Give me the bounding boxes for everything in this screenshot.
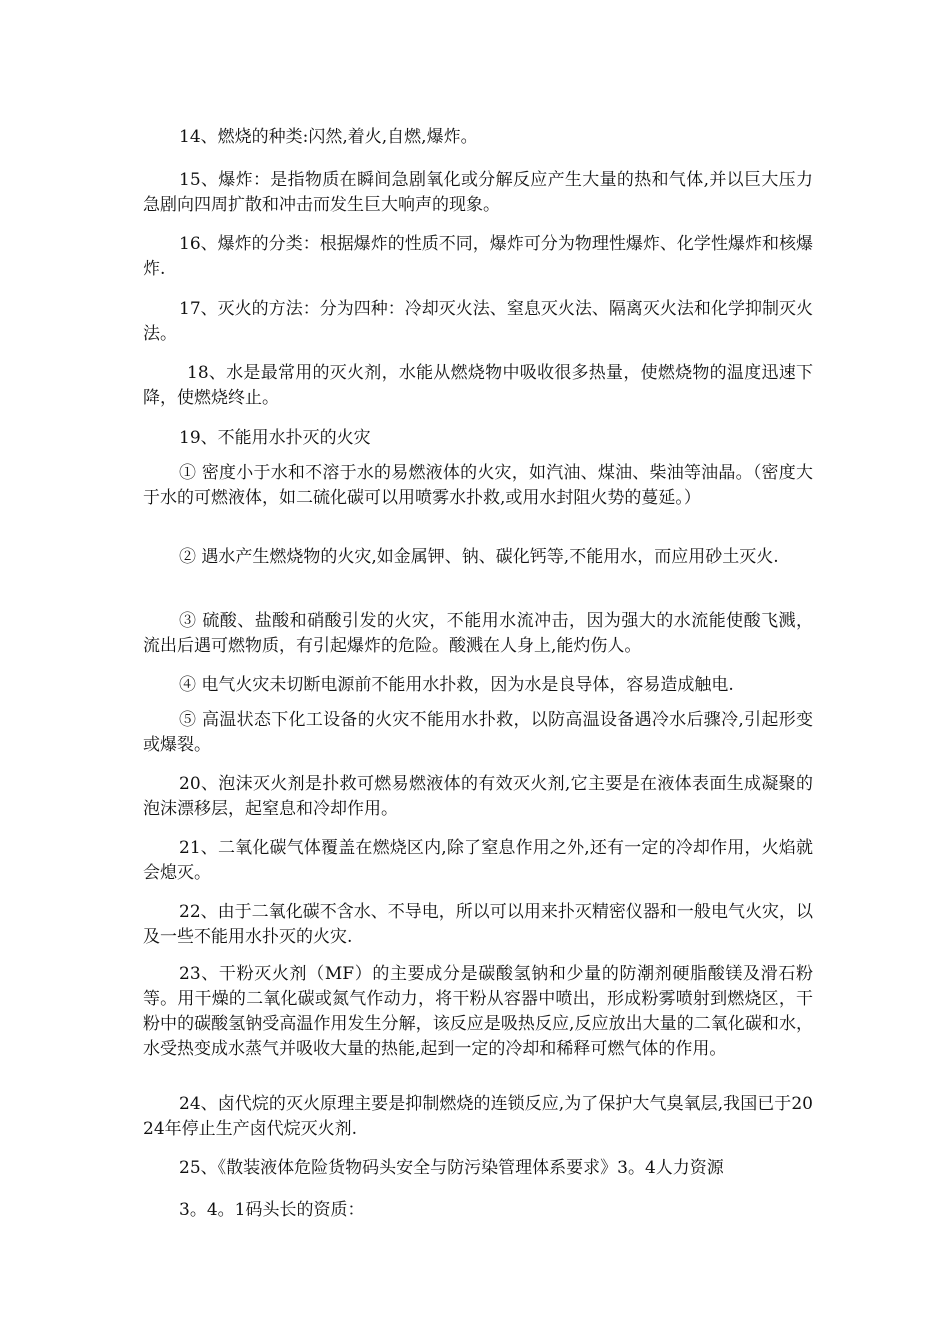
paragraph-24: 24、卤代烷的灭火原理主要是抑制燃烧的连锁反应,为了保护大气臭氧层,我国已于2024年停止生产卤代烷灭火剂. <box>143 1094 813 1139</box>
paragraph-19: 19、不能用水扑灭的火灾 <box>179 428 371 448</box>
paragraph-19-item-2: ② 遇水产生燃烧物的火灾,如金属钾、钠、碳化钙等,不能用水，而应用砂土灭火. <box>179 547 779 567</box>
paragraph-16: 16、爆炸的分类：根据爆炸的性质不同，爆炸可分为物理性爆炸、化学性爆炸和核爆炸. <box>143 234 813 279</box>
paragraph-19-item-1: ① 密度小于水和不溶于水的易燃液体的火灾，如汽油、煤油、柴油等油晶。（密度大于水的可燃液体，如二硫化碳可以用喷雾水扑救,或用水封阻火势的蔓延。） <box>143 463 813 508</box>
paragraph-19-item-3: ③ 硫酸、盐酸和硝酸引发的火灾，不能用水流冲击，因为强大的水流能使酸飞溅，流出后遇可燃物质，有引起爆炸的危险。酸溅在人身上,能灼伤人。 <box>143 611 813 656</box>
paragraph-19-item-5: ⑤ 高温状态下化工设备的火灾不能用水扑救，以防高温设备遇冷水后骤冷,引起形变或爆裂。 <box>143 710 813 755</box>
paragraph-14: 14、燃烧的种类:闪然,着火,自燃,爆炸。 <box>179 127 478 147</box>
paragraph-22: 22、由于二氧化碳不含水、不导电，所以可以用来扑灭精密仪器和一般电气火灾，以及一些不能用水扑灭的火灾. <box>143 902 813 947</box>
paragraph-19-item-4: ④ 电气火灾未切断电源前不能用水扑救，因为水是良导体，容易造成触电. <box>179 675 734 695</box>
paragraph-3-4-1: 3。4。1码头长的资质： <box>179 1200 365 1220</box>
paragraph-21: 21、二氧化碳气体覆盖在燃烧区内,除了窒息作用之外,还有一定的冷却作用，火焰就会熄灭。 <box>143 838 813 883</box>
paragraph-20: 20、泡沫灭火剂是扑救可燃易燃液体的有效灭火剂,它主要是在液体表面生成凝聚的泡沫漂移层，起窒息和冷却作用。 <box>143 774 813 819</box>
paragraph-25: 25、《散装液体危险货物码头安全与防污染管理体系要求》3。4人力资源 <box>179 1158 724 1178</box>
paragraph-18: 18、水是最常用的灭火剂，水能从燃烧物中吸收很多热量，使燃烧物的温度迅速下降，使燃烧终止。 <box>143 363 813 408</box>
paragraph-15: 15、爆炸：是指物质在瞬间急剧氧化或分解反应产生大量的热和气体,并以巨大压力急剧向四周扩散和冲击而发生巨大响声的现象。 <box>143 170 813 215</box>
paragraph-17: 17、灭火的方法：分为四种：冷却灭火法、窒息灭火法、隔离灭火法和化学抑制灭火法。 <box>143 299 813 344</box>
paragraph-23: 23、干粉灭火剂（MF）的主要成分是碳酸氢钠和少量的防潮剂硬脂酸镁及滑石粉等。用干燥的二氧化碳或氮气作动力，将干粉从容器中喷出，形成粉雾喷射到燃烧区，干粉中的碳酸氢钠受高温作用发生分解，该反应是吸热反应,反应放出大量的二氧化碳和水，水受热变成水蒸气并吸收大量的热能,起到一定的冷却和稀释可燃气体的作用。 <box>143 964 813 1059</box>
